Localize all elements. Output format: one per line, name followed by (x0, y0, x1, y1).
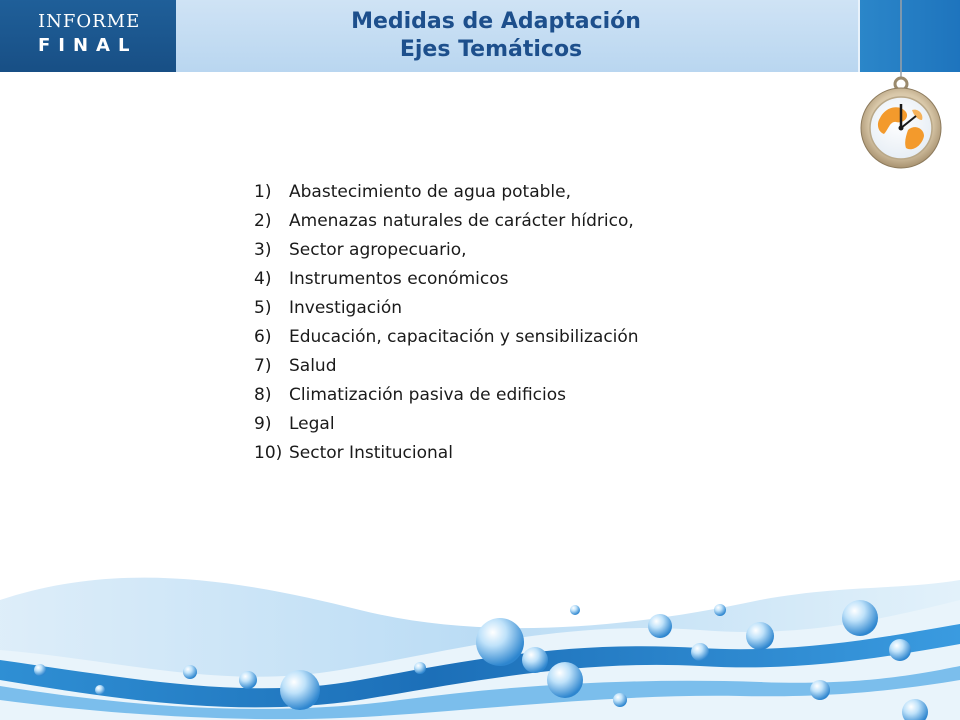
list-item (254, 236, 639, 265)
logo-line2: FINAL (38, 35, 138, 56)
list-item-text: Amenazas naturales de carácter hídrico, (289, 211, 634, 231)
list-item (254, 265, 639, 294)
list-item-number: 7) (254, 356, 272, 376)
slide-title: Medidas de Adaptación (351, 9, 641, 34)
list-item-number: 2) (254, 211, 272, 231)
list-item-text: Investigación (289, 298, 403, 318)
list-item (254, 323, 639, 352)
list-item-text: Sector Institucional (289, 443, 453, 463)
topic-list (254, 178, 639, 468)
list-item-number: 3) (254, 240, 272, 260)
slide-subtitle: Ejes Temáticos (399, 37, 583, 62)
list-item-number: 8) (254, 385, 272, 405)
globe-clock-icon (856, 0, 946, 175)
list-item-number: 5) (254, 298, 272, 318)
list-item (254, 352, 639, 381)
list-item (254, 294, 639, 323)
list-item (254, 381, 639, 410)
logo (0, 0, 176, 72)
water-wave-decoration (0, 540, 960, 720)
list-item (254, 410, 639, 439)
list-item-text: Abastecimiento de agua potable, (289, 182, 571, 202)
list-item-number: 1) (254, 182, 272, 202)
slide-titles (176, 8, 816, 64)
logo-line1: INFORME (38, 11, 141, 32)
list-item-number: 4) (254, 269, 272, 289)
list-item (254, 439, 639, 468)
list-item (254, 207, 639, 236)
list-item (254, 178, 639, 207)
list-item-text: Legal (289, 414, 335, 434)
list-item-text: Sector agropecuario, (289, 240, 467, 260)
list-item-text: Educación, capacitación y sensibilización (289, 327, 639, 347)
list-item-text: Instrumentos económicos (289, 269, 509, 289)
list-item-number: 9) (254, 414, 272, 434)
header-bar (0, 0, 960, 72)
list-item-number: 6) (254, 327, 272, 347)
list-item-number: 10) (254, 443, 283, 463)
list-item-text: Salud (289, 356, 337, 376)
list-item-text: Climatización pasiva de edificios (289, 385, 567, 405)
